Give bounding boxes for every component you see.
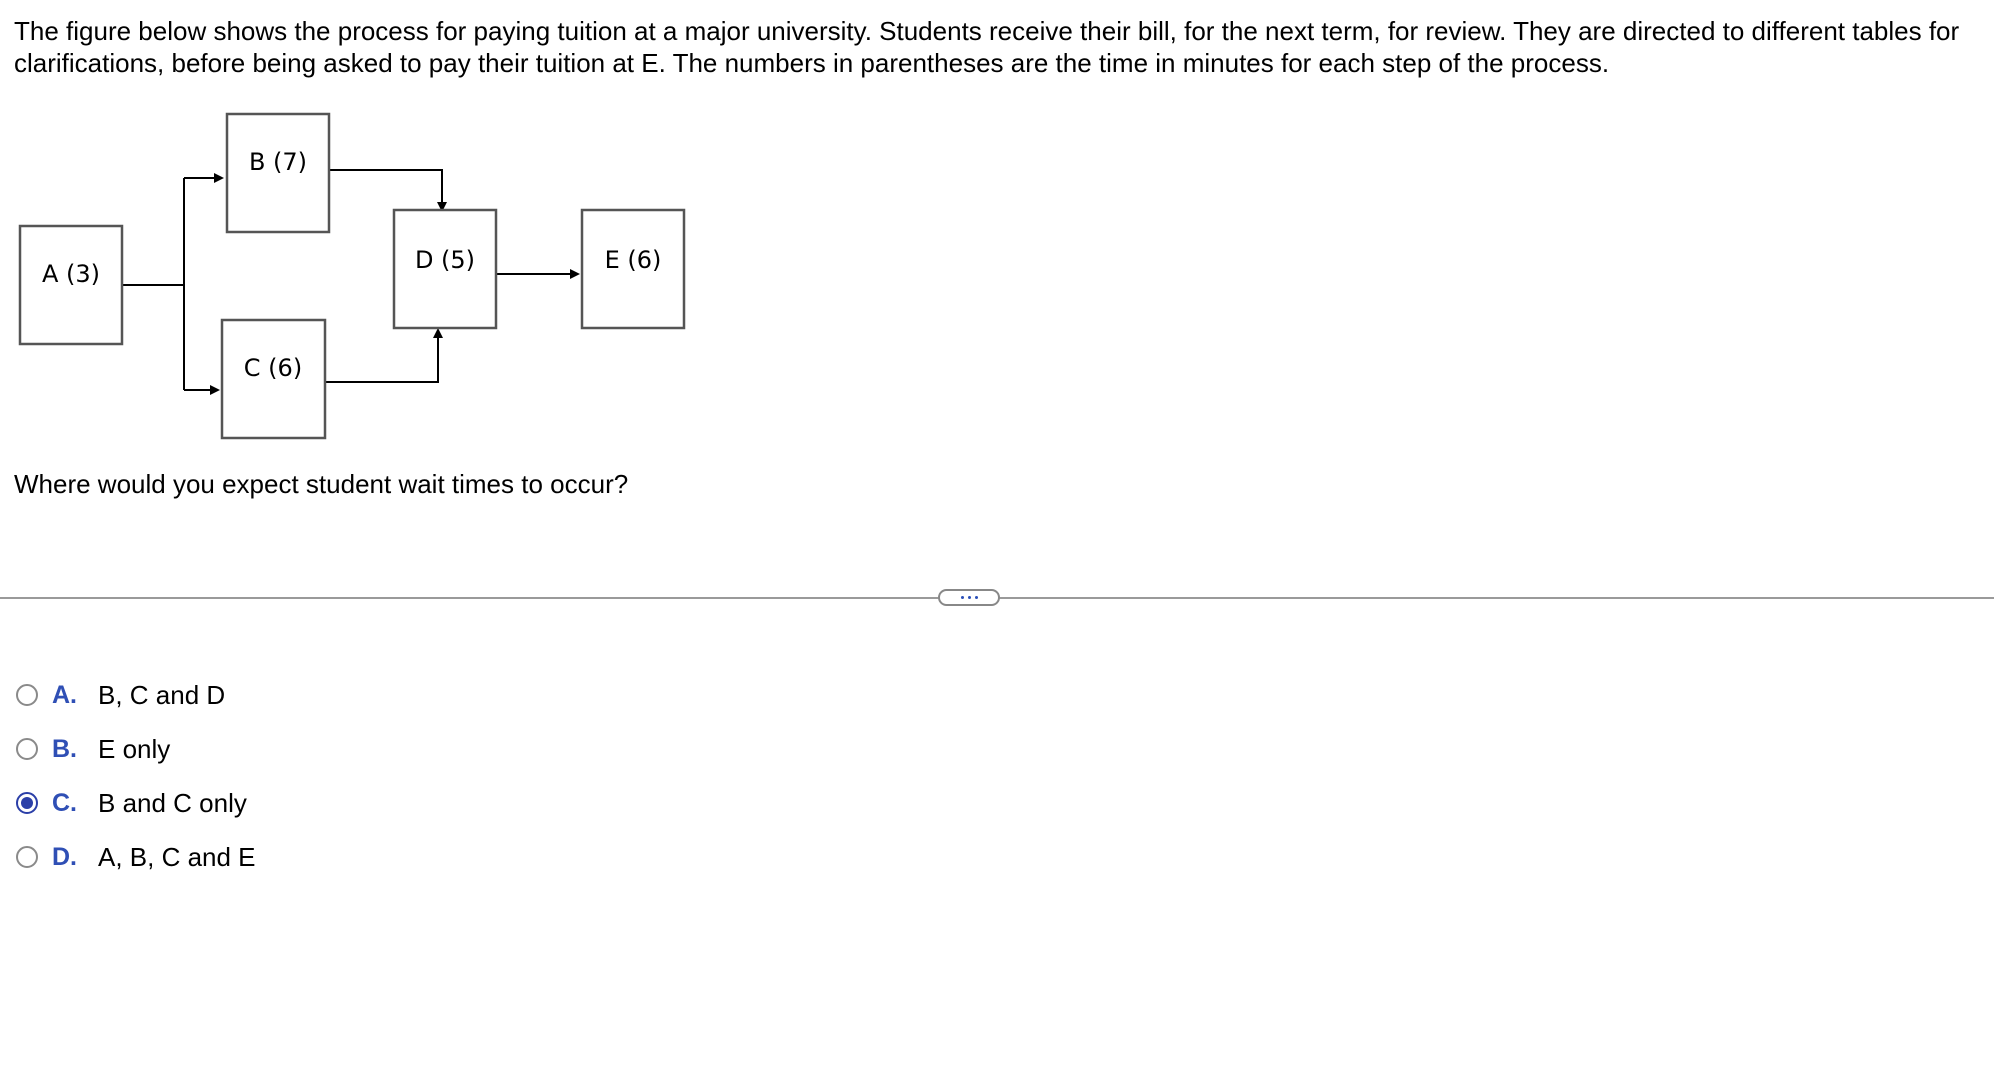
option-text: B and C only xyxy=(98,787,247,818)
flow-connectors xyxy=(122,170,578,390)
node-a-label: A (3) xyxy=(41,260,101,288)
option-text: A, B, C and E xyxy=(98,841,256,872)
ellipsis-icon xyxy=(975,596,978,599)
node-e-label: E (6) xyxy=(604,246,662,274)
question-prompt: Where would you expect student wait times to occur? xyxy=(14,469,629,499)
expand-button[interactable] xyxy=(938,589,1000,606)
node-b-label: B (7) xyxy=(248,148,308,176)
ellipsis-icon xyxy=(968,596,971,599)
option-c[interactable] xyxy=(16,776,256,830)
process-flow-diagram xyxy=(0,100,720,450)
option-d[interactable] xyxy=(16,830,256,884)
option-text: B, C and D xyxy=(98,679,226,710)
option-b[interactable] xyxy=(16,722,256,776)
answer-options xyxy=(16,668,256,884)
option-text: E only xyxy=(98,733,171,764)
radio-button[interactable] xyxy=(16,792,38,814)
radio-button[interactable] xyxy=(16,738,38,760)
option-letter: C. xyxy=(52,788,77,817)
option-letter: A. xyxy=(52,680,77,709)
node-c-label: C (6) xyxy=(243,354,303,382)
node-d-label: D (5) xyxy=(414,246,476,274)
ellipsis-icon xyxy=(961,596,964,599)
radio-button[interactable] xyxy=(16,684,38,706)
arrow-c-to-d xyxy=(325,330,438,382)
option-letter: D. xyxy=(52,842,77,871)
arrow-b-to-d xyxy=(329,170,442,210)
question-intro: The figure below shows the process for paying tuition at a major university. Students receive their bill, for the next term, for review. They are directed to different tables for clarifications, before being asked to pay their tuition at E. The numbers in parentheses are the time in minutes for each step of the process. xyxy=(14,16,1960,78)
option-a[interactable] xyxy=(16,668,256,722)
radio-button[interactable] xyxy=(16,846,38,868)
option-letter: B. xyxy=(52,734,77,763)
